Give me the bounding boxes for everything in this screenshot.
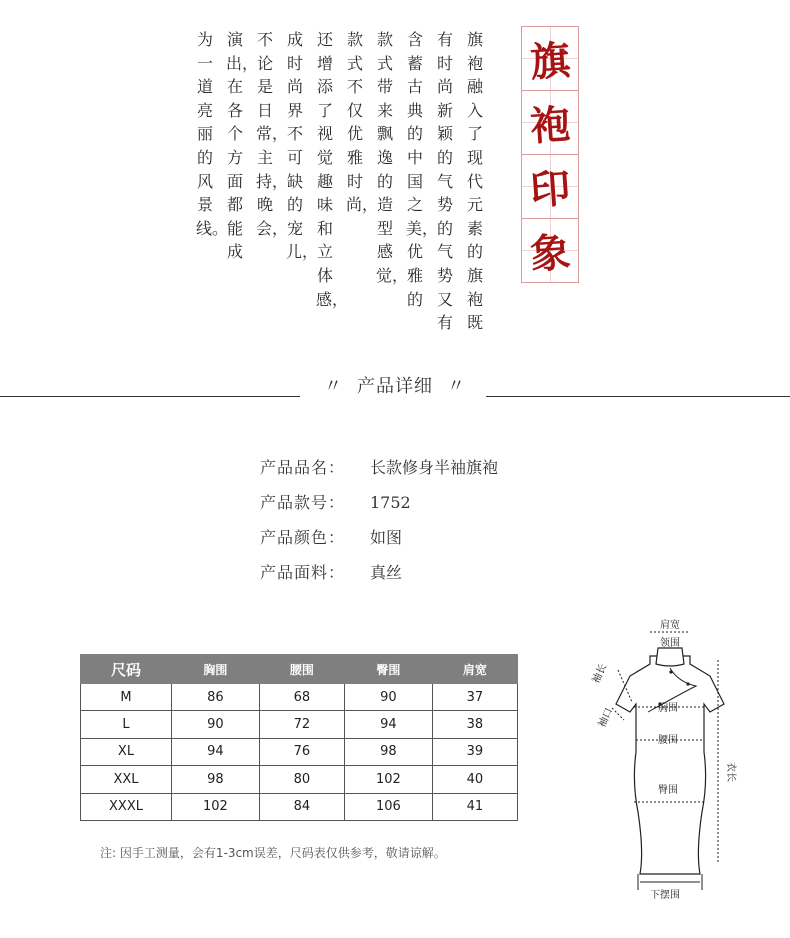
product-info	[260, 455, 498, 595]
title-char: 袍	[528, 100, 572, 151]
info-row-color	[260, 525, 498, 560]
table-cell: XL	[81, 738, 172, 765]
table-cell: 90	[172, 711, 260, 738]
title-char-cell	[522, 155, 578, 219]
header-cell: 胸围	[172, 655, 260, 684]
info-label: 产品品名：	[260, 458, 346, 477]
table-cell: 68	[259, 684, 344, 711]
title-char: 象	[528, 228, 572, 279]
intro-column: 不论是日常，主持，晚会，	[256, 30, 289, 238]
table-cell: 37	[432, 684, 517, 711]
info-label: 产品款号：	[260, 493, 346, 512]
intro-column: 旗袍融入了现代元素的旗袍既	[466, 30, 483, 333]
intro-column: 款式带来飘逸的造型感觉，	[376, 30, 409, 285]
title-char: 旗	[528, 36, 572, 87]
table-cell: 94	[344, 711, 432, 738]
label-waist: 腰围	[658, 735, 678, 746]
size-table-header	[81, 655, 518, 684]
label-sleeve-length: 袖长	[590, 662, 610, 686]
header-cell: 肩宽	[432, 655, 517, 684]
label-cuff: 袖口	[596, 706, 616, 730]
title-char: 印	[528, 164, 572, 215]
info-value: 长款修身半袖旗袍	[370, 458, 499, 477]
label-length: 衣长	[725, 762, 736, 782]
info-value: 真丝	[370, 563, 403, 582]
intro-column: 演出，在各个方面都能成	[226, 30, 259, 262]
header-cell: 腰围	[259, 655, 344, 684]
table-cell: 39	[432, 738, 517, 765]
intro-column: 还增添了视觉趣味和立体感，	[316, 30, 349, 309]
table-cell: XXL	[81, 766, 172, 793]
table-row	[81, 793, 518, 820]
table-cell: 102	[344, 766, 432, 793]
intro-column: 有时尚新颖的气势的气势又有	[436, 30, 453, 333]
table-cell: M	[81, 684, 172, 711]
intro-column: 款式不仅优雅时尚，	[346, 30, 379, 215]
section-heading	[300, 372, 490, 398]
title-char-cell	[522, 91, 578, 155]
info-value: 如图	[370, 528, 403, 547]
info-row-fabric	[260, 560, 498, 595]
table-cell: 41	[432, 793, 517, 820]
label-hem: 下摆围	[650, 890, 680, 901]
intro-column: 为一道亮丽的风景线。	[196, 30, 229, 238]
label-hip: 臀围	[658, 785, 678, 796]
table-cell: 90	[344, 684, 432, 711]
table-cell: 72	[259, 711, 344, 738]
table-cell: 76	[259, 738, 344, 765]
table-cell: 98	[344, 738, 432, 765]
header-cell: 臀围	[344, 655, 432, 684]
divider-right	[486, 396, 790, 397]
section-title: 产品详细	[357, 376, 433, 397]
table-cell: 80	[259, 766, 344, 793]
table-cell: 86	[172, 684, 260, 711]
table-cell: 98	[172, 766, 260, 793]
size-table	[80, 654, 518, 821]
title-calligraphy	[521, 26, 579, 283]
table-cell: L	[81, 711, 172, 738]
dress-collar	[656, 648, 684, 666]
info-row-name	[260, 455, 498, 490]
table-row	[81, 766, 518, 793]
label-collar: 领围	[660, 638, 680, 649]
intro-column: 成时尚界不可缺的宠儿，	[286, 30, 319, 262]
label-shoulder: 肩宽	[660, 620, 680, 631]
table-cell: 94	[172, 738, 260, 765]
info-label: 产品颜色：	[260, 528, 346, 547]
label-chest: 胸围	[658, 703, 678, 714]
title-char-cell	[522, 27, 578, 91]
dress-outline	[616, 656, 724, 874]
intro-text	[196, 28, 484, 335]
info-row-code	[260, 490, 498, 525]
table-cell: 38	[432, 711, 517, 738]
table-row	[81, 738, 518, 765]
measurement-note: 注: 因手工测量，会有1-3cm误差，尺码表仅供参考，敬请谅解。	[100, 846, 446, 860]
qipao-measurement-diagram	[578, 612, 778, 902]
quote-mark: 〃	[324, 376, 343, 397]
table-cell: XXXL	[81, 793, 172, 820]
info-label: 产品面料：	[260, 563, 346, 582]
table-cell: 40	[432, 766, 517, 793]
table-row	[81, 711, 518, 738]
header-cell: 尺码	[81, 655, 172, 684]
table-cell: 106	[344, 793, 432, 820]
divider-left	[0, 396, 300, 397]
title-char-cell	[522, 219, 578, 282]
info-value: 1752	[370, 493, 411, 512]
quote-mark: 〃	[447, 376, 466, 397]
table-cell: 102	[172, 793, 260, 820]
table-row	[81, 684, 518, 711]
table-cell: 84	[259, 793, 344, 820]
intro-column: 含蓄古典的中国之美，优雅的	[406, 30, 439, 309]
